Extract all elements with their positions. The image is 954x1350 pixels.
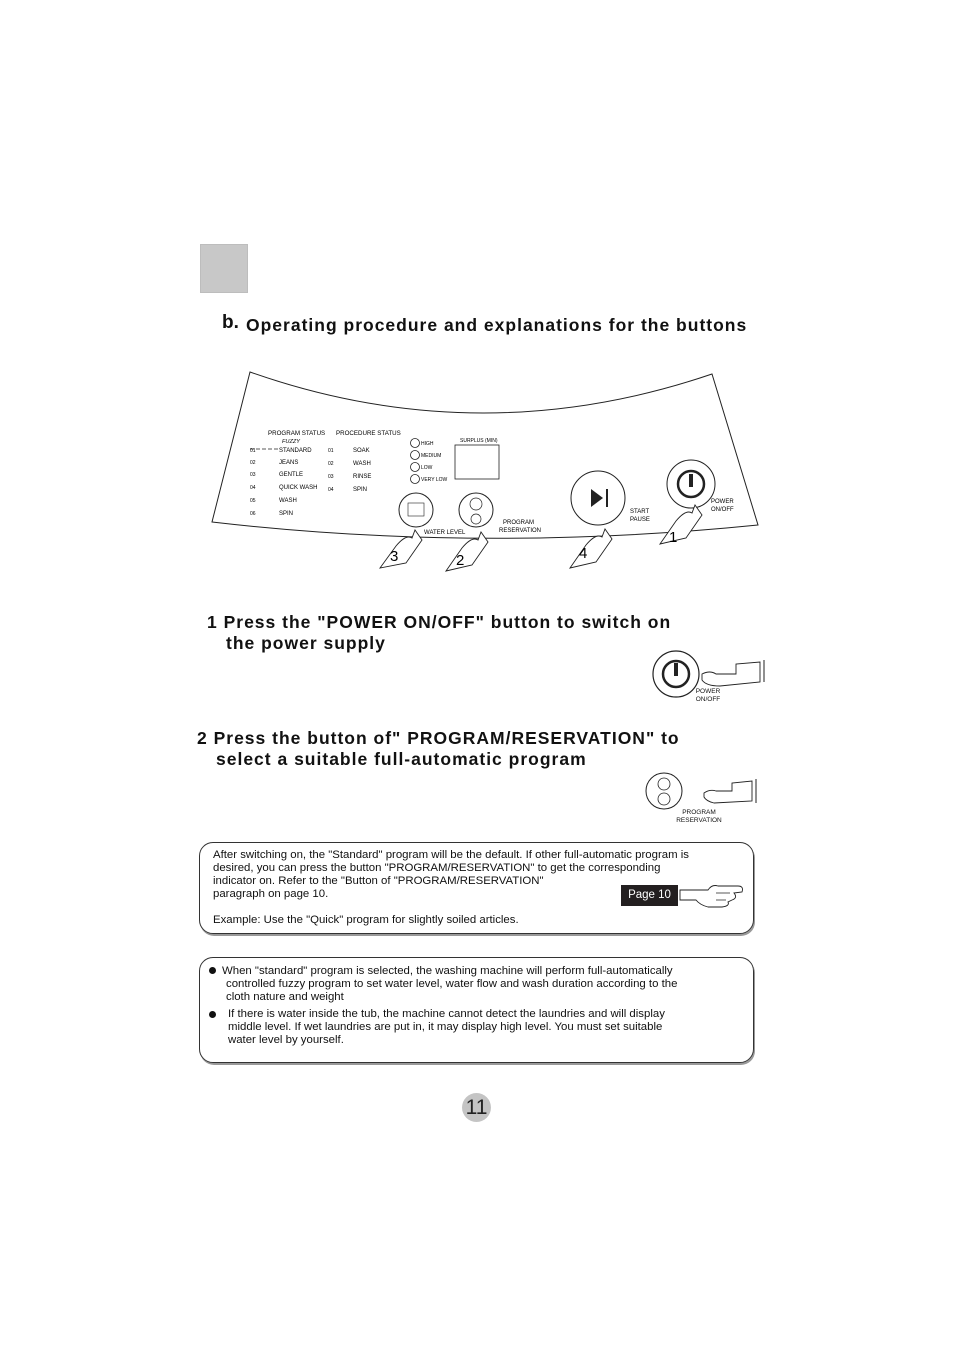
note-1-line-2: controlled fuzzy program to set water level, water flow and wash duration according to the (226, 978, 678, 990)
reservation-label: RESERVATION (499, 528, 542, 534)
svg-text:01: 01 (250, 448, 256, 454)
procedure-wash: WASH (353, 461, 371, 467)
note-2-line-1: If there is water inside the tub, the machine cannot detect the laundries and will display (228, 1008, 665, 1020)
control-panel-diagram (210, 368, 770, 588)
section-title: Operating procedure and explanations for the buttons (246, 315, 748, 335)
svg-text:01: 01 (328, 448, 334, 454)
svg-text:06: 06 (250, 511, 256, 517)
step-2-title (197, 728, 777, 770)
info-line-3: indicator on. Refer to the "Button of "PROGRAM/RESERVATION" (213, 875, 544, 887)
svg-text:04: 04 (328, 487, 334, 493)
info-example: Example: Use the "Quick" program for slightly soiled articles. (213, 914, 519, 926)
step-2-line-1: 2 Press the button of" PROGRAM/RESERVATION" to (197, 728, 680, 748)
surplus-label: SURPLUS (MIN) (460, 438, 498, 444)
time-display (455, 445, 499, 479)
section-letter: b. (222, 312, 239, 333)
svg-text:03: 03 (250, 472, 256, 478)
step-1-icon-label-onoff: ON/OFF (695, 696, 721, 703)
note-2-line-3: water level by yourself. (228, 1034, 344, 1046)
step-1-line-1: 1 Press the "POWER ON/OFF" button to switch on (207, 612, 672, 632)
program-reservation-icon (644, 771, 762, 811)
step-2-icon-label-program: PROGRAM (682, 809, 716, 816)
program-quick-wash: QUICK WASH (279, 485, 318, 491)
bullet-icon (209, 1011, 216, 1018)
finger-number-4: 4 (579, 545, 588, 562)
procedure-spin: SPIN (353, 487, 368, 493)
info-line-2: desired, you can press the button "PROGRAM/RESERVATION" to get the corresponding (213, 862, 661, 874)
program-label: PROGRAM (503, 520, 535, 526)
info-line-1: After switching on, the "Standard" program will be the default. If other full-automatic program is (213, 849, 689, 861)
level-low: LOW (421, 465, 433, 471)
svg-text:05: 05 (250, 498, 256, 504)
svg-text:02: 02 (328, 461, 334, 467)
procedure-rinse: RINSE (353, 474, 372, 480)
level-medium: MEDIUM (421, 453, 442, 459)
procedure-soak: SOAK (353, 448, 370, 454)
note-2-line-2: middle level. If wet laundries are put in, it may display high level. You must set suitable (228, 1021, 663, 1033)
bullet-icon (209, 967, 216, 974)
step-1-line-2: the power supply (226, 633, 386, 653)
step-2-icon-label-reservation: RESERVATION (676, 817, 722, 824)
pointing-hand-icon (678, 880, 744, 910)
note-1-line-1: When "standard" program is selected, the washing machine will perform full-automatically (222, 965, 673, 977)
finger-number-3: 3 (390, 548, 399, 565)
level-very-low: VERY LOW (421, 477, 448, 483)
water-level-button (399, 493, 433, 527)
svg-text:04: 04 (250, 485, 256, 491)
finger-number-1: 1 (669, 529, 678, 546)
procedure-status-label: PROCEDURE STATUS (336, 430, 401, 437)
program-standard: STANDARD (279, 448, 312, 454)
step-2-line-2: select a suitable full-automatic program (216, 749, 587, 769)
step-1-icon-label-power: POWER (695, 688, 721, 695)
program-status-label: PROGRAM STATUS (268, 430, 326, 437)
water-level-label: WATER LEVEL (424, 530, 466, 536)
note-2 (228, 1008, 748, 1047)
finger-number-2: 2 (456, 552, 465, 569)
program-gentle: GENTLE (279, 472, 304, 478)
program-wash: WASH (279, 498, 297, 504)
note-1-line-3: cloth nature and weight (226, 991, 344, 1003)
step-2-icon-label (674, 809, 724, 825)
info-line-4: paragraph on page 10. (213, 888, 329, 900)
pause-label: PAUSE (630, 517, 650, 523)
fuzzy-label: FUZZY (282, 439, 301, 445)
svg-text:03: 03 (328, 474, 334, 480)
start-label: START (630, 509, 650, 515)
step-1-icon-label (688, 688, 728, 704)
onoff-label: ON/OFF (711, 507, 734, 513)
power-label: POWER (711, 499, 734, 505)
section-marker (200, 244, 248, 293)
level-high: HIGH (421, 441, 434, 447)
svg-text:02: 02 (250, 460, 256, 466)
program-jeans: JEANS (279, 460, 299, 466)
page-reference-tag: Page 10 (621, 885, 678, 906)
note-1 (222, 965, 747, 1004)
page-number: 11 (462, 1093, 491, 1122)
program-spin: SPIN (279, 511, 294, 517)
